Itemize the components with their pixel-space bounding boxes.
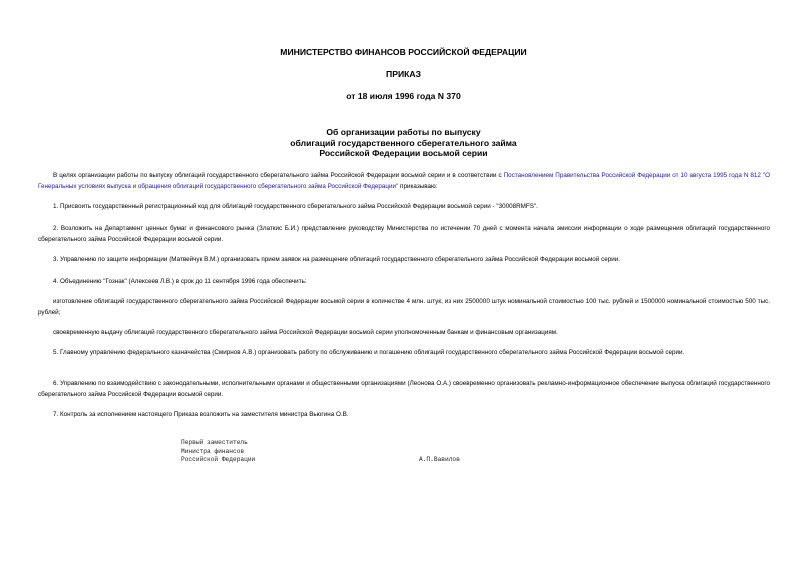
item-4a-paragraph: изготовление облигаций государственного сберегательного займа Российской Федерации восьмой серии в количестве 4 млн. штук, из них 2500000 штук номинальной стоимостью 100 тыс. рублей и 1500000 номинальной стоимостью 500 тыс. рублей; [38, 298, 770, 316]
document-title [0, 127, 807, 159]
date-number-line: от 18 июля 1996 года N 370 [346, 91, 461, 101]
item-6-paragraph: 6. Управлению по взаимодействию с законодательными, исполнительными органами и общественными организациями (Леонова О.А.) своевременно организовать рекламно-информационное обеспечение выпуска облигаций государственного сберегательного займа Российской Федерации восьмой серии. [38, 380, 770, 398]
item-4b-paragraph: своевременную выдачу облигаций государственного сберегательного займа Российской Федерации восьмой серии уполномоченным банкам и финансовым организациям. [53, 329, 558, 336]
item-4-paragraph: 4. Объединению "Гознак" (Алексеев Л.В.) в срок до 11 сентября 1996 года обеспечить: [53, 278, 307, 285]
item-3-paragraph: 3. Управлению по защите информации (Матвейчук В.М.) организовать прием заявок на размещение облигаций государственного сберегательного займа Российской Федерации восьмой серии. [53, 256, 621, 263]
title-line-2: облигаций государственного сберегательного займа [290, 137, 517, 148]
preamble-paragraph [38, 171, 770, 192]
document-type-heading: ПРИКАЗ [386, 69, 421, 79]
title-line-1: Об организации работы по выпуску [326, 127, 481, 137]
signature-position-line-2: Министра финансов [181, 447, 245, 455]
preamble-text-end: приказываю: [398, 182, 438, 190]
item-5-paragraph: 5. Главному управлению федерального казначейства (Смирнов А.В.) организовать работу по обслуживанию и погашению облигаций государственного сберегательного займа Российской Федерации восьмой серии. [53, 349, 685, 356]
item-7-paragraph: 7. Контроль за исполнением настоящего Приказа возложить на заместителя министра Вьюгина О.В. [53, 411, 349, 418]
item-2-paragraph: 2. Возложить на Департамент ценных бумаг и финансового рынка (Златкис Б.И.) представление руководству Министерства по истечении 70 дней с момента начала эмиссии информации о ходе размещения облигаций государственного сберегательного займа Российской Федерации восьмой серии. [38, 225, 770, 243]
ministry-heading: МИНИСТЕРСТВО ФИНАНСОВ РОССИЙСКОЙ ФЕДЕРАЦИИ [280, 47, 527, 57]
signatory-name: А.П.Вавилов [419, 456, 460, 464]
preamble-text-start: В целях организации работы по выпуску облигаций государственного сберегательного займа Российской Федерации восьмой серии и в соответствии с [53, 172, 504, 179]
item-1-paragraph: 1. Присвоить государственный регистрационный код для облигаций государственного сберегательного займа Российской Федерации восьмой серии - "30008RMFS". [53, 203, 538, 210]
title-line-3: Российской Федерации восьмой серии [319, 148, 488, 158]
government-decree-link[interactable]: Постановлением Правительства Российской Федерации от 10 августа 1995 года N 812 "О Генеральных условиях выпуска и обращения облигаций государственного сберегательного займа Российской Федерации" [38, 172, 771, 190]
signature-position-line-1: Первый заместитель [181, 439, 248, 446]
signature-block [181, 439, 255, 465]
signature-position-line-3: Российской Федерации [181, 456, 256, 464]
